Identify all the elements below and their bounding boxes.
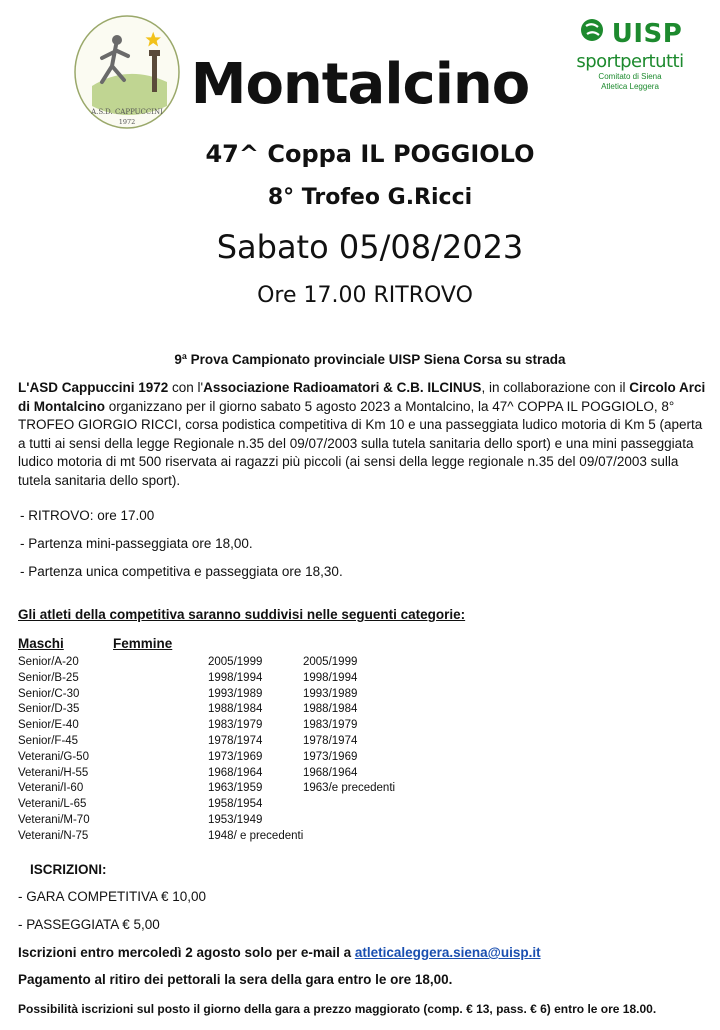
category-male-years: 1998/1994 [208,671,263,684]
registration-text: Iscrizioni entro mercoledì 2 agosto solo per e-mail a [18,945,355,960]
column-header-female: Femmine [113,636,173,651]
schedule-item-mini: - Partenza mini-passeggiata ore 18,00. [20,536,253,551]
uisp-runner-icon [578,18,608,49]
uisp-committee: Comitato di Siena [598,72,662,81]
category-name: Veterani/I-60 [18,782,84,795]
intro-text: con l' [168,380,204,395]
svg-text:1972: 1972 [118,118,136,126]
category-name: Senior/D-35 [18,703,80,716]
uisp-section: Atletica Leggera [601,82,659,91]
category-female-years: 1983/1979 [303,719,358,732]
category-male-years: 1993/1989 [208,687,263,700]
fee-passeggiata: - PASSEGGIATA € 5,00 [18,917,160,932]
category-male-years: 2005/1999 [208,656,263,668]
category-female-years: 1978/1974 [303,734,358,747]
intro-text: organizzano per il giorno sabato 5 agosto 2023 a Montalcino, la 47^ COPPA IL POGGIOLO, 8° TROFEO GIORGIO RICCI, corsa podistica competitiva di Km 10 e una passeggiata ludico motoria di Km 5 (aperta a tutti ai sensi della legge Regionale n.35 del 09/07/2003 sulla tutela sanitaria dello sport) e una mini passeggiata ludico motoria di mt 500 riservata ai ragazzi più piccoli (ai sensi della legge regionale n.35 del 09/07/2003 sulla tutela sanitaria dello sport). [18,398,703,488]
schedule-item-competitiva: - Partenza unica competitiva e passeggiata ore 18,30. [20,564,343,579]
category-name: Senior/B-25 [18,671,79,684]
schedule-item-ritrovo: - RITROVO: ore 17.00 [20,508,155,523]
payment-note: Pagamento al ritiro dei pettorali la sera della gara entro le ore 18,00. [18,972,453,987]
category-male-years: 1963/1959 [208,782,263,795]
category-male-years: 1953/1949 [208,813,263,826]
category-female-years: 1998/1994 [303,671,358,684]
iscrizioni-title: ISCRIZIONI: [30,862,107,877]
category-female-years: 1988/1984 [303,703,358,716]
event-date: Sabato 05/08/2023 [216,228,524,266]
category-female-years: 2005/1999 [303,656,358,668]
circolo-name: Circolo Arci di Montalcino [18,380,706,414]
uisp-brand: UISP [611,18,683,49]
registration-deadline [18,945,541,960]
category-female-years: 1968/1964 [303,766,358,779]
category-female-years: 1973/1969 [303,750,358,763]
category-male-years: 1948/ e precedenti [208,829,304,842]
category-female-years: 1963/e precedenti [303,782,396,795]
category-name: Veterani/M-70 [18,813,90,826]
on-site-registration-note: Possibilità iscrizioni sul posto il giorno della gara a prezzo maggiorato (comp. € 13, pass. € 6) entro le ore 18.00. [18,1002,657,1016]
category-name: Veterani/N-75 [18,829,89,842]
category-male-years: 1988/1984 [208,703,263,716]
registration-email-link[interactable]: atleticaleggera.siena@uisp.it [354,945,541,960]
svg-text:A.S.D. CAPPUCCINI: A.S.D. CAPPUCCINI [91,108,163,116]
uisp-tagline: sportpertutti [576,51,684,72]
intro-paragraph [18,379,708,490]
page-title: Montalcino [190,52,530,117]
partner-name: Associazione Radioamatori & C.B. ILCINUS [203,380,482,395]
column-header-male: Maschi [18,636,64,651]
categories-title: Gli atleti della competitiva saranno suddivisi nelle seguenti categorie: [18,607,466,622]
category-male-years: 1968/1964 [208,766,263,779]
category-name: Veterani/G-50 [18,750,89,763]
category-male-years: 1958/1954 [208,798,263,811]
category-male-years: 1973/1969 [208,750,263,763]
event-meeting-time: Ore 17.00 RITROVO [257,283,473,308]
fee-competitiva: - GARA COMPETITIVA € 10,00 [18,889,207,904]
category-female-years: 1993/1989 [303,687,358,700]
category-male-years: 1983/1979 [208,719,263,732]
category-name: Senior/A-20 [18,656,79,668]
championship-stage: 9ª Prova Campionato provinciale UISP Siena Corsa su strada [174,352,566,367]
category-name: Senior/F-45 [18,734,79,747]
intro-text: , in collaborazione con il [481,380,630,395]
category-name: Senior/C-30 [18,687,80,700]
category-name: Senior/E-40 [18,719,79,732]
category-name: Veterani/H-55 [18,766,89,779]
category-male-years: 1978/1974 [208,734,263,747]
event-subtitle-trofeo: 8° Trofeo G.Ricci [267,185,473,210]
category-name: Veterani/L-65 [18,798,87,811]
event-subtitle-coppa: 47^ Coppa IL POGGIOLO [205,140,535,168]
org-name: L'ASD Cappuccini 1972 [18,380,169,395]
